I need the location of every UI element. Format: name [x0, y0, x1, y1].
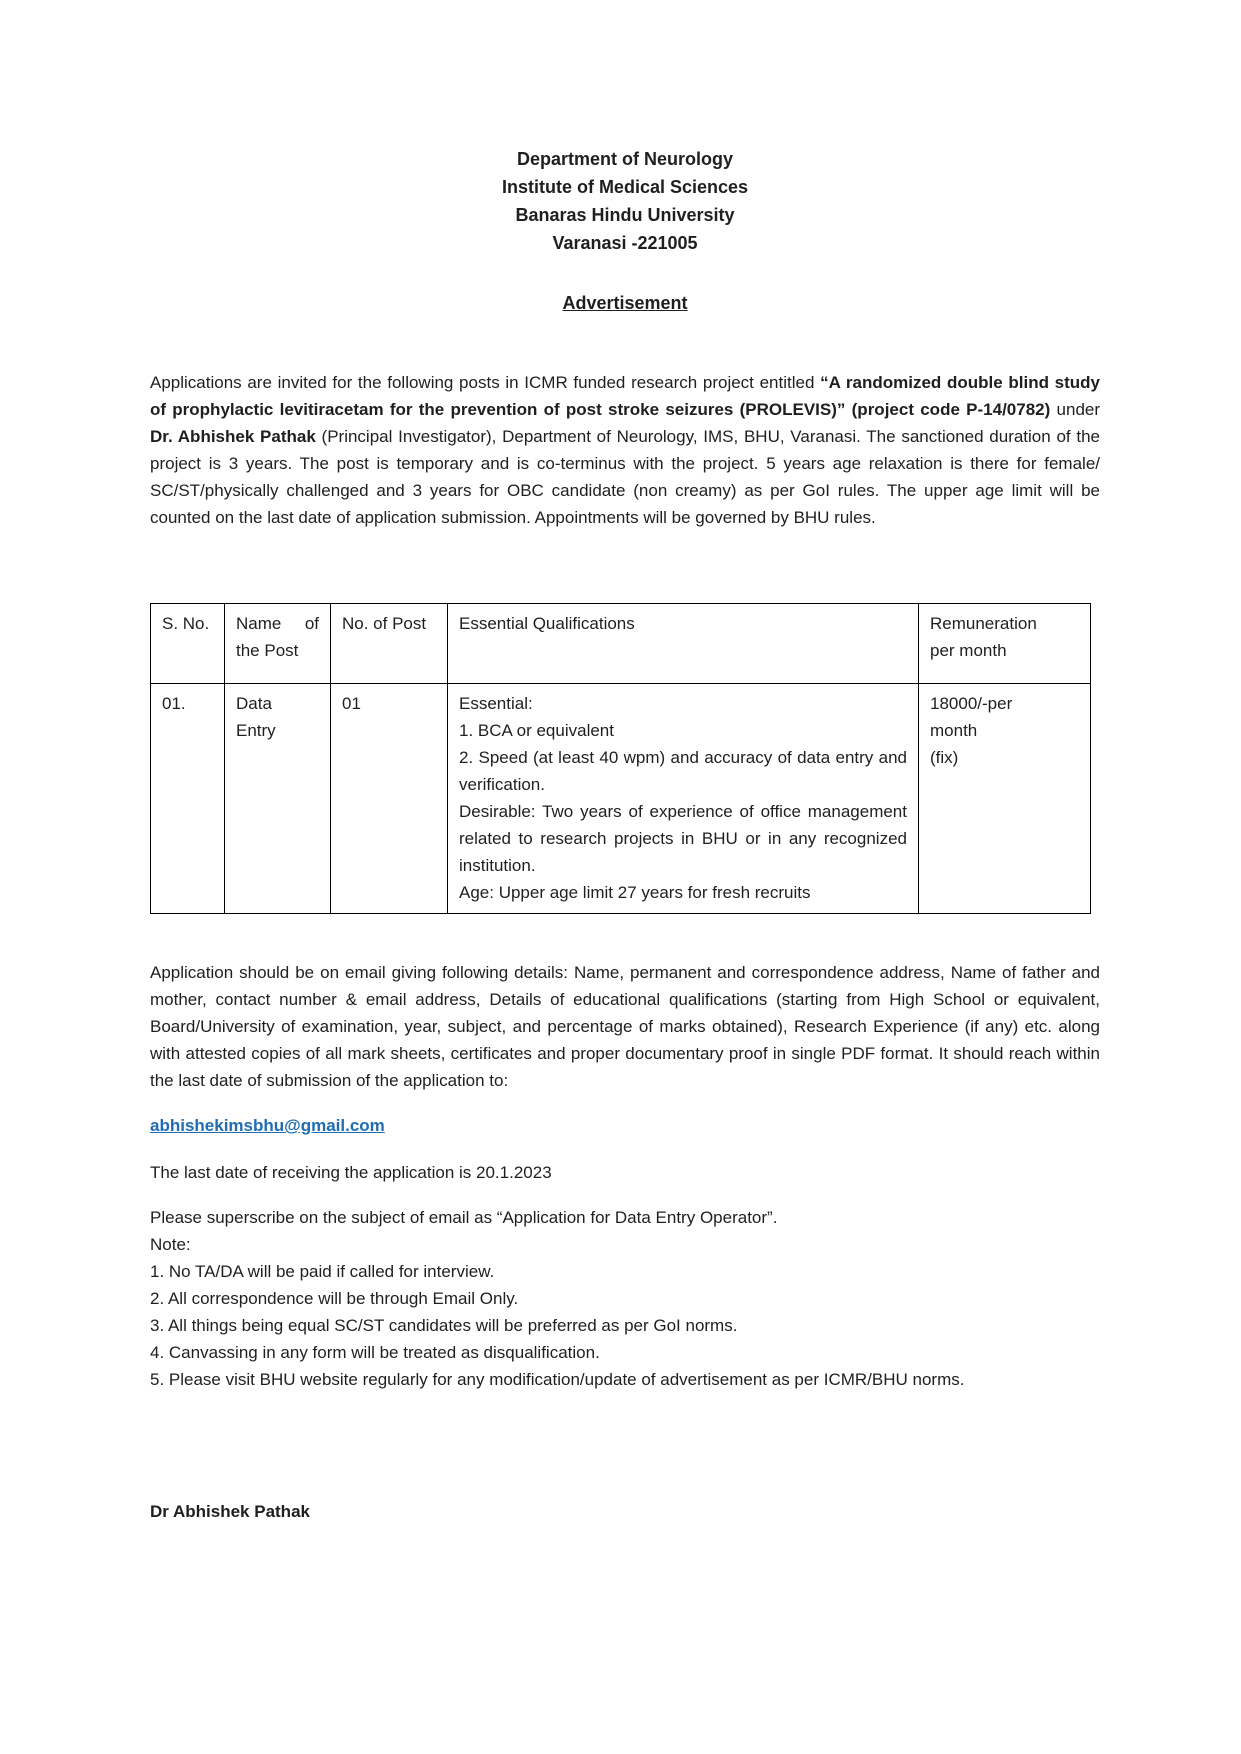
- header-remuneration: [919, 604, 1091, 684]
- signatory-name: Dr Abhishek Pathak: [150, 1502, 310, 1521]
- document-header: [150, 145, 1100, 257]
- qual-item-1: 1. BCA or equivalent: [459, 721, 614, 740]
- header-essential-qualifications: Essential Qualifications: [448, 604, 919, 684]
- remuneration-line: (fix): [930, 748, 959, 767]
- header-remuneration-line: Remuneration: [930, 614, 1037, 633]
- post-name-line: Data: [236, 694, 272, 713]
- post-table-row: [151, 684, 1091, 914]
- section-title: Advertisement: [562, 293, 688, 313]
- intro-paragraph: [150, 369, 1100, 531]
- org-department: Department of Neurology: [516, 149, 734, 169]
- note-item-4: 4. Canvassing in any form will be treated as disqualification.: [150, 1343, 600, 1362]
- header-name-of-post: [225, 604, 331, 684]
- email-row: [150, 1112, 1100, 1139]
- application-instructions: Application should be on email giving following details: Name, permanent and correspondence address, Name of father and mother, contact number & email address, Details of educational qualifications (starting from High School or equivalent, Board/University of examination, year, subject, and percentage of marks obtained), Research Experience (if any) etc. along with attested copies of all mark sheets, certificates and proper documentary proof in single PDF format. It should reach within the last date of submission of the application to:: [150, 963, 1100, 1090]
- post-name-line: Entry: [236, 721, 276, 740]
- cell-qualifications: [448, 684, 919, 914]
- note-item-1: 1. No TA/DA will be paid if called for interview.: [150, 1262, 495, 1281]
- remuneration-line: month: [930, 721, 978, 740]
- project-title: “A randomized double blind study of prophylactic levitiracetam for the prevention of post stroke seizures (PROLEVIS)” (project code P-14/0782): [150, 373, 1101, 419]
- cell-post-name: [225, 684, 331, 914]
- header-name-of-post-line: Name of: [236, 614, 319, 633]
- subject-instruction-line: Please superscribe on the subject of email as “Application for Data Entry Operator”.: [150, 1208, 778, 1227]
- org-institute: Institute of Medical Sciences: [501, 177, 749, 197]
- qual-desirable: Desirable: Two years of experience of office management related to research projects in BHU or in any recognized institution.: [459, 802, 907, 875]
- note-label: Note:: [150, 1235, 191, 1254]
- remuneration-line: 18000/-per: [930, 694, 1013, 713]
- header-name-of-post-line: the Post: [236, 641, 299, 660]
- note-item-2: 2. All correspondence will be through Email Only.: [150, 1289, 519, 1308]
- principal-investigator-name: Dr. Abhishek Pathak: [150, 427, 316, 446]
- header-no-of-post: No. of Post: [331, 604, 448, 684]
- note-item-3: 3. All things being equal SC/ST candidates will be preferred as per GoI norms.: [150, 1316, 738, 1335]
- qual-age-limit: Age: Upper age limit 27 years for fresh recruits: [459, 883, 811, 902]
- note-item-5: 5. Please visit BHU website regularly for any modification/update of advertisement as per ICMR/BHU norms.: [150, 1370, 965, 1389]
- table-header-row: [151, 604, 1091, 684]
- email-link[interactable]: abhishekimsbhu@gmail.com: [150, 1116, 385, 1135]
- note-section: [150, 1231, 1100, 1393]
- header-remuneration-line: per month: [930, 641, 1007, 660]
- intro-text-2: under: [1050, 400, 1101, 419]
- org-city-pin: Varanasi -221005: [552, 233, 698, 253]
- intro-text-1: Applications are invited for the following posts in ICMR funded research project entitled: [150, 373, 821, 392]
- cell-remuneration: [919, 684, 1091, 914]
- posts-table: [150, 603, 1091, 914]
- qual-item-2: 2. Speed (at least 40 wpm) and accuracy of data entry and verification.: [459, 748, 907, 794]
- qual-essential-label: Essential:: [459, 694, 533, 713]
- header-s-no: S. No.: [151, 604, 225, 684]
- cell-no-of-post: 01: [331, 684, 448, 914]
- cell-s-no: 01.: [151, 684, 225, 914]
- org-university: Banaras Hindu University: [515, 205, 735, 225]
- intro-text-3: (Principal Investigator), Department of Neurology, IMS, BHU, Varanasi. The sanctioned duration of the project is 3 years. The post is temporary and is co-terminus with the project. 5 years age relaxation is there for female/ SC/ST/physically challenged and 3 years for OBC candidate (non creamy) as per GoI rules. The upper age limit will be counted on the last date of application submission. Appointments will be governed by BHU rules.: [150, 427, 1101, 527]
- section-title-row: [150, 289, 1100, 317]
- last-date-line: The last date of receiving the application is 20.1.2023: [150, 1163, 552, 1182]
